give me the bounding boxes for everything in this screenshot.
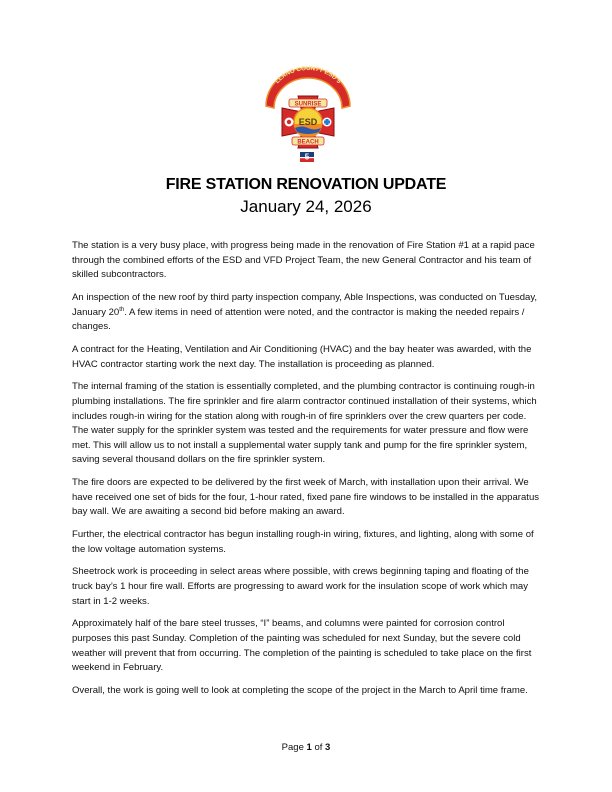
svg-text:LLANO COUNTY ESD 5: LLANO COUNTY ESD 5	[273, 65, 343, 86]
svg-text:BEACH: BEACH	[297, 139, 319, 146]
document-title: FIRE STATION RENOVATION UPDATE	[165, 176, 447, 193]
esd5-badge-icon	[300, 152, 314, 162]
svg-text:ESD: ESD	[298, 117, 318, 127]
paragraph: Overall, the work is going well to look at completing the scope of the project in the March to April time frame.	[72, 684, 528, 696]
paragraph: Further, the electrical contractor has begun installing rough-in wiring, fixtures, and lighting, along with some of the low voltage automation systems.	[72, 529, 534, 555]
document-date: January 24, 2026	[240, 197, 372, 216]
page-number-footer: Page 1 of 3	[281, 742, 331, 753]
paragraph: The internal framing of the station is essentially completed, and the plumbing contractor is continuing rough-in plumbing installations. The fire sprinkler and fire alarm contractor continued installation of their systems, which includes rough-in wiring for the station along with rough-in of fire sprinklers over the crew quarters per code. The water supply for the sprinkler system was tested and the requirements for water pressure and flow were met. This will allow us to not install a supplemental water supply tank and pump for the fire sprinkler system, saving several thousand dollars on the fire sprinkler system.	[72, 381, 537, 466]
svg-text:5: 5	[304, 152, 310, 162]
maltese-cross-badge-icon	[262, 64, 354, 164]
paragraph: The station is a very busy place, with progress being made in the renovation of Fire Station #1 at a rapid pace through the combined efforts of the ESD and VFD Project Team, the new General Contractor and his team of skilled subcontractors.	[72, 240, 535, 281]
esd-logo	[262, 64, 354, 164]
paragraph: An inspection of the new roof by third party inspection company, Able Inspections, was conducted on Tuesday, January 20th. A few items in need of attention were noted, and the contractor is making the needed repairs / changes.	[72, 291, 538, 333]
paragraph: The fire doors are expected to be delivered by the first week of March, with installation upon their arrival. We have received one set of bids for the four, 1-hour rated, fixed pane fire windows to be installed in the apparatus bay wall. We are awaiting a second bid before making an award.	[72, 477, 540, 518]
paragraph: Approximately half of the bare steel trusses, “I” beams, and columns were painted for corrosion control purposes this past Sunday. Completion of the painting was scheduled for next Sunday, but the severe cold weather will prevent that from occurring. The completion of the painting is scheduled to take place on the first weekend in February.	[72, 618, 532, 674]
paragraph: A contract for the Heating, Ventilation and Air Conditioning (HVAC) and the bay heater was awarded, with the HVAC contractor starting work the next day. The installation is proceeding as planned.	[72, 343, 532, 370]
paragraph: Sheetrock work is proceeding in select areas where possible, with crews beginning taping and floating of the truck bay’s 1 hour fire wall. Efforts are progressing to award work for the insulation scope of work which may start in 1-2 weeks.	[72, 566, 529, 607]
document-body	[72, 239, 544, 707]
svg-text:SUNRISE: SUNRISE	[294, 101, 322, 108]
